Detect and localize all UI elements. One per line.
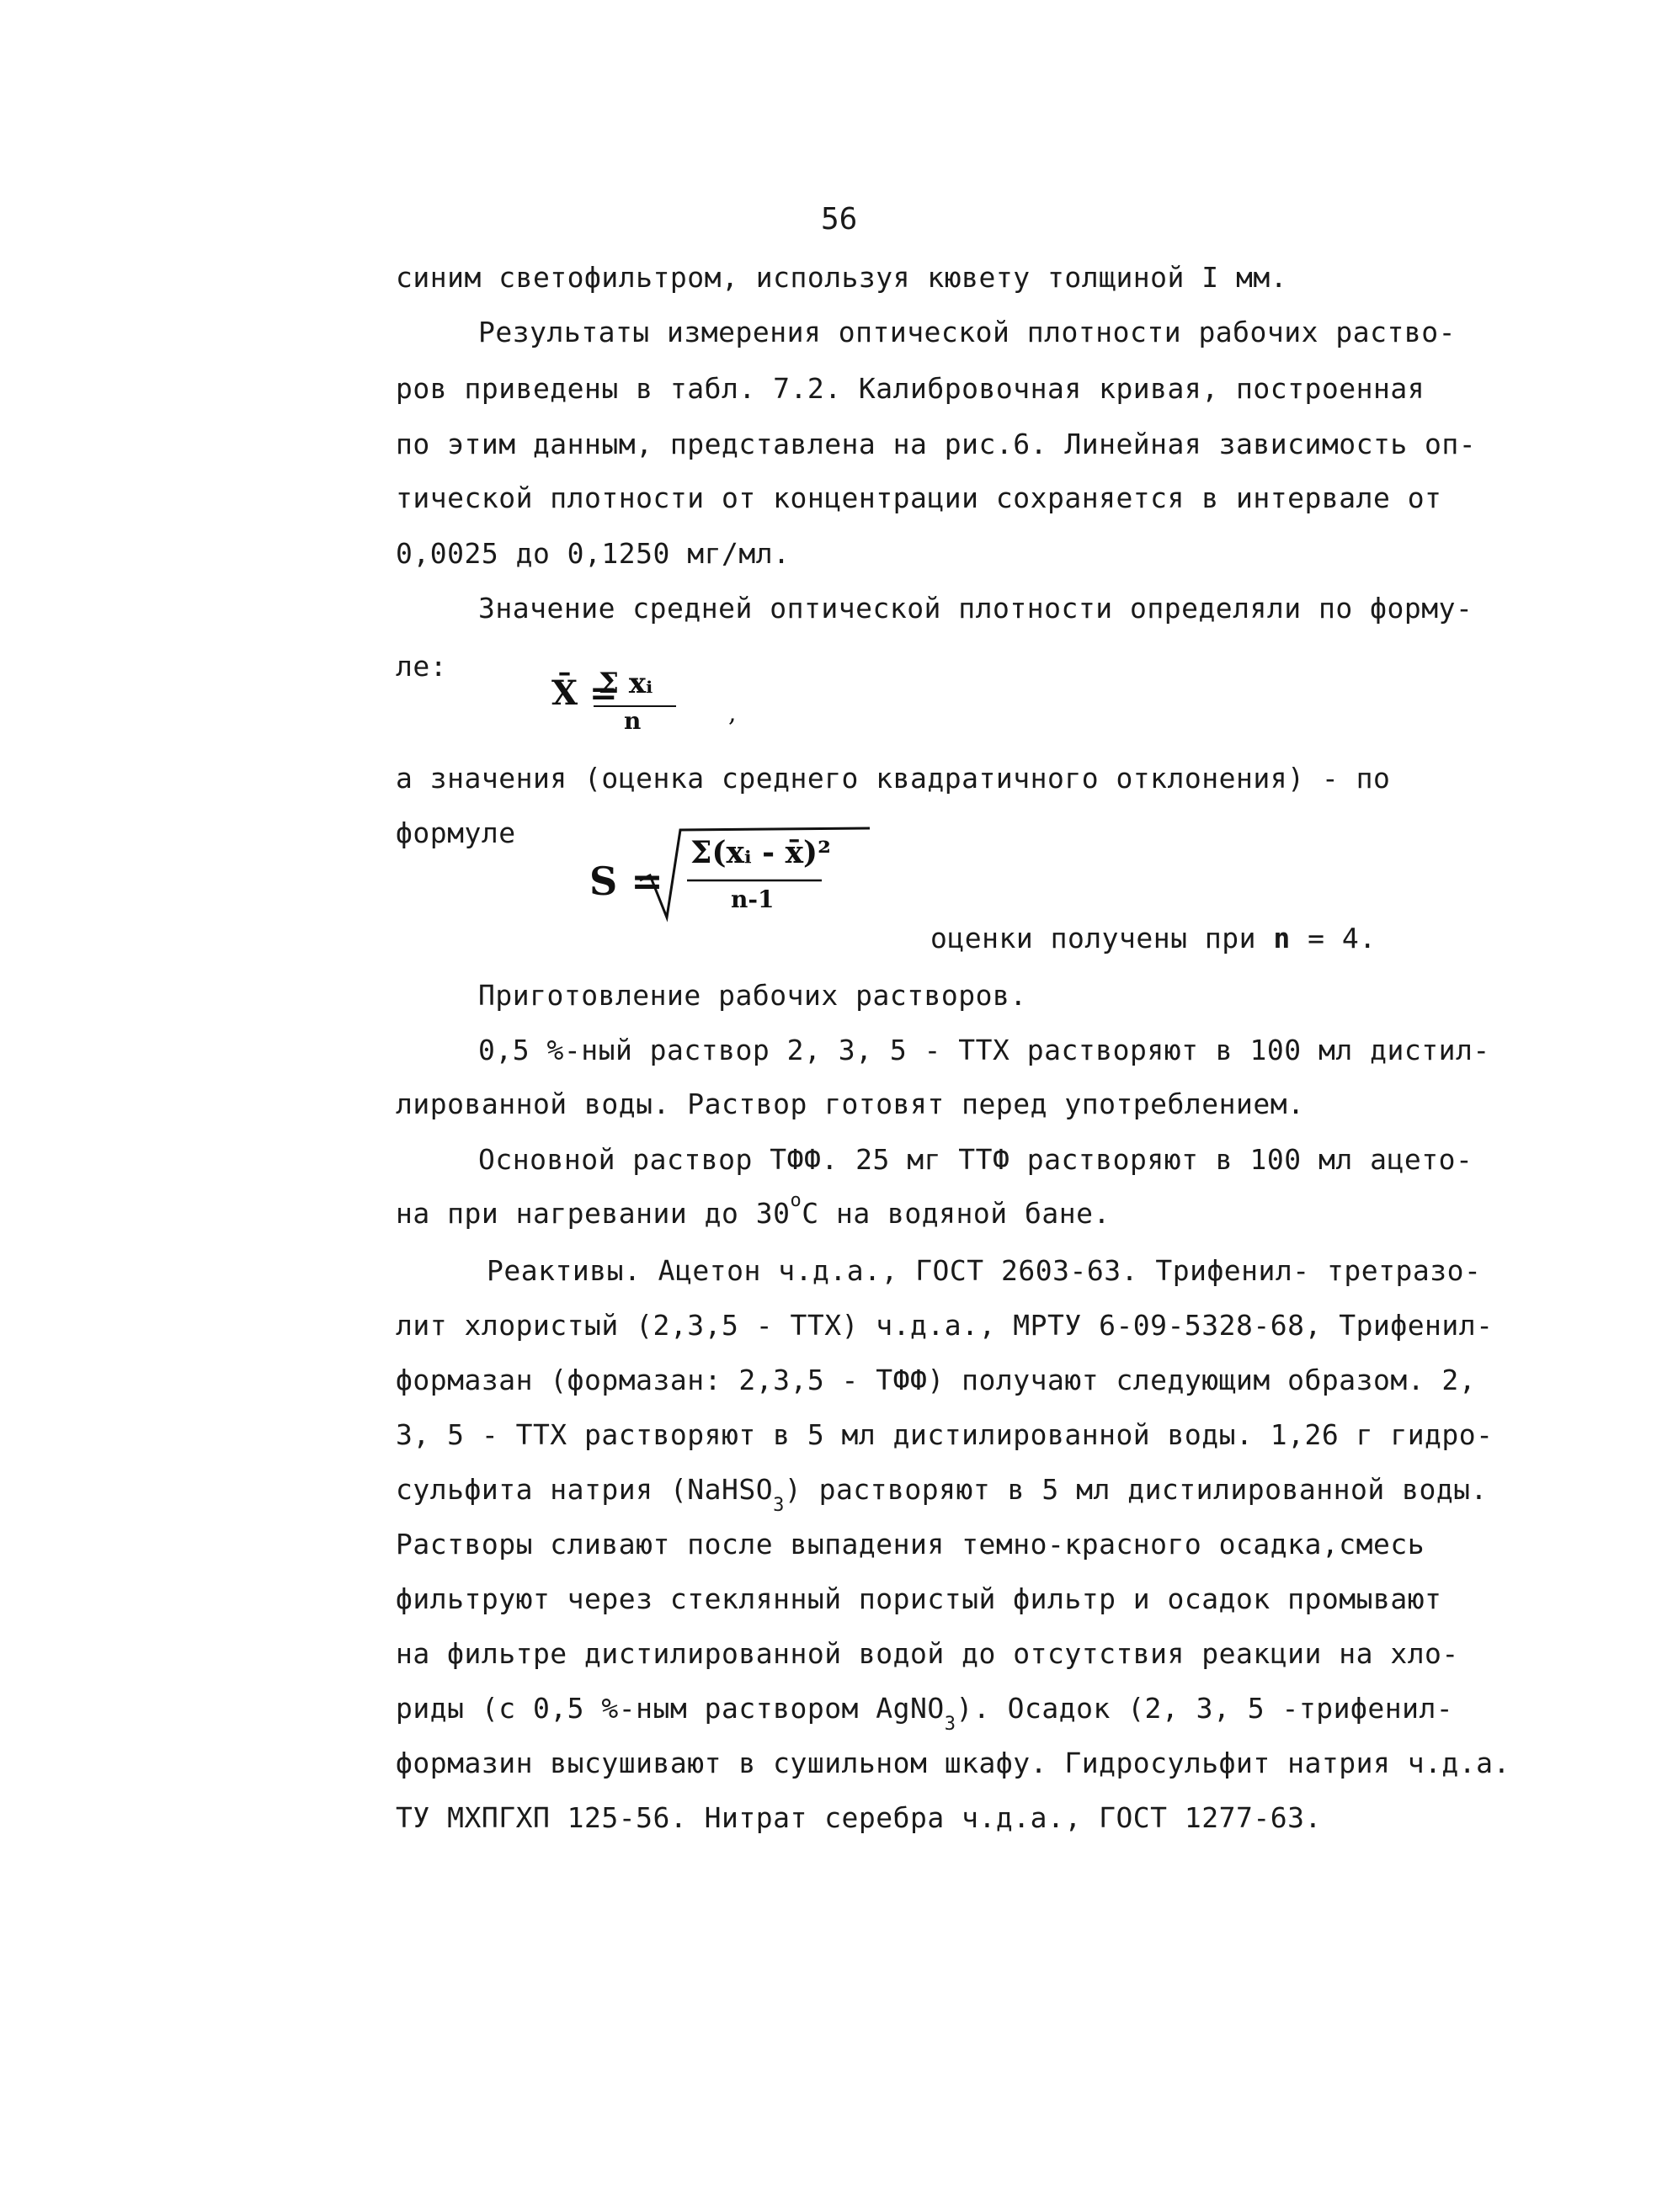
formula-sd-lhs: S =: [589, 859, 663, 904]
degree-superscript: o: [790, 1190, 802, 1211]
text-line: формазан (формазан: 2,3,5 - ТФФ) получают следующим образом. 2,: [396, 1364, 1477, 1396]
formula-mean: [551, 667, 754, 734]
subscript: 3: [773, 1494, 785, 1516]
page-number: 56: [821, 202, 858, 237]
text-line: Значение средней оптической плотности определяли по форму-: [478, 592, 1473, 625]
text-line: 0,5 %-ный раствор 2, 3, 5 - ТТХ растворяют в 100 мл дистил-: [478, 1034, 1490, 1066]
formula-mean-lhs: X̄ =: [551, 673, 618, 713]
formula-sd-numerator: Σ(xᵢ - x̄)²: [690, 835, 831, 870]
text-line: формуле: [396, 816, 516, 849]
text-line: тической плотности от концентрации сохраняется в интервале от: [396, 481, 1442, 514]
formula-sd: [589, 825, 876, 934]
n-condition-text: оценки получены при: [930, 922, 1256, 954]
text-line: [396, 1473, 1488, 1516]
formula-mean-comma: ,: [728, 699, 737, 728]
n-value: = 4.: [1308, 922, 1377, 954]
text-line: лированной воды. Раствор готовят перед употреблением.: [396, 1087, 1305, 1120]
text-line: лит хлористый (2,3,5 - ТТХ) ч.д.а., МРТУ 6-09-5328-68, Трифенил-: [396, 1309, 1494, 1342]
text-fragment: сульфита натрия (NaHSO: [396, 1473, 774, 1506]
text-line: [396, 1692, 1454, 1735]
text-line: а значения (оценка среднего квадратичного отклонения) - по: [396, 762, 1391, 795]
text-fragment: ) растворяют в 5 мл дистилированной воды.: [784, 1473, 1488, 1506]
text-line: ле:: [396, 650, 448, 683]
formula-mean-denominator: n: [624, 707, 642, 735]
subscript: 3: [944, 1713, 956, 1735]
text-line: [396, 1190, 1111, 1230]
text-fragment: ). Осадок (2, 3, 5 -трифенил-: [956, 1692, 1454, 1725]
text-line: Результаты измерения оптической плотности рабочих раство-: [478, 316, 1456, 348]
text-line: на фильтре дистилированной водой до отсутствия реакции на хло-: [396, 1637, 1459, 1670]
text-line: фильтруют через стеклянный пористый фильтр и осадок промывают: [396, 1582, 1442, 1615]
text-line: по этим данным, представлена на рис.6. Линейная зависимость оп-: [396, 428, 1477, 460]
text-line: 3, 5 - ТТХ растворяют в 5 мл дистилированной воды. 1,26 г гидро-: [396, 1418, 1494, 1451]
text-fragment: риды (с 0,5 %-ным раствором AgNO: [396, 1692, 945, 1725]
text-line: Реактивы. Ацетон ч.д.а., ГОСТ 2603-63. Трифенил- третразо-: [487, 1254, 1482, 1287]
text-line: Приготовление рабочих растворов.: [478, 979, 1027, 1012]
text-line: Растворы сливают после выпадения темно-красного осадка,смесь: [396, 1528, 1425, 1561]
text-line: Основной раствор ТФФ. 25 мг ТТФ растворяют в 100 мл ацето-: [478, 1143, 1473, 1176]
n-symbol: n: [1273, 922, 1291, 954]
text-line: синим светофильтром, используя кювету толщиной I мм.: [396, 261, 1288, 294]
text-line: ров приведены в табл. 7.2. Калибровочная кривая, построенная: [396, 372, 1425, 405]
text-line: 0,0025 до 0,1250 мг/мл.: [396, 537, 791, 570]
text-line: формазин высушивают в сушильном шкафу. Гидросульфит натрия ч.д.а.: [396, 1747, 1510, 1779]
text-line: ТУ МХПГХП 125-56. Нитрат серебра ч.д.а., ГОСТ 1277-63.: [396, 1801, 1322, 1834]
formula-mean-numerator: Σ xᵢ: [599, 667, 653, 700]
text-line: [930, 922, 1377, 954]
text-fragment: С на водяной бане.: [802, 1197, 1111, 1230]
text-fragment: на при нагревании до 30: [396, 1197, 791, 1230]
formula-sd-denominator: n-1: [731, 885, 775, 913]
